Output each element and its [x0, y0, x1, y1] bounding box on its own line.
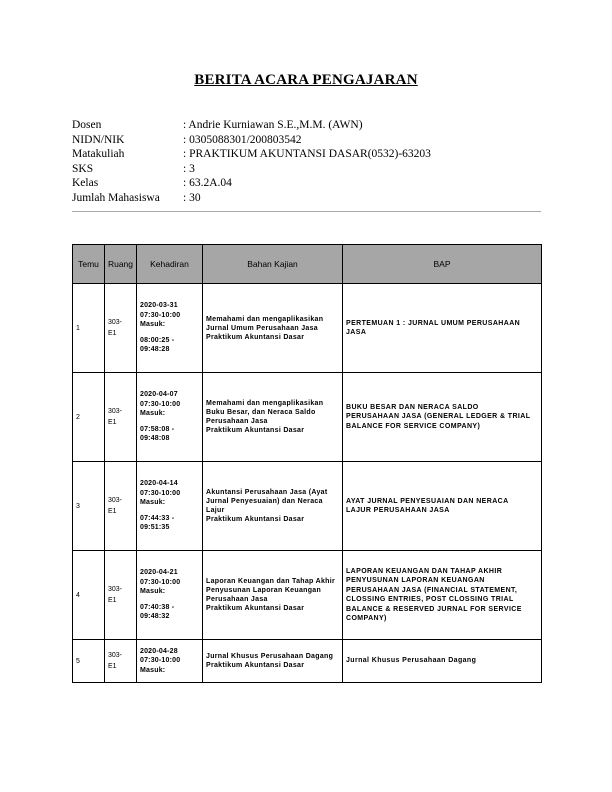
bap-line: BUKU BESAR DAN NERACA SALDO: [346, 403, 479, 411]
bap-line: PERUSAHAAN JASA (FINANCIAL STATEMENT,: [346, 586, 518, 594]
info-label: Jumlah Mahasiswa: [72, 191, 160, 204]
keluar-jam: 09:48:08: [140, 435, 170, 443]
info-row-nidn: [72, 133, 542, 148]
ruang-cell: [105, 462, 137, 551]
bap-cell: [343, 462, 542, 551]
kajian-line: Praktikum Akuntansi Dasar: [206, 605, 305, 612]
ruang-line: E1: [108, 597, 117, 604]
bap-cell: [343, 551, 542, 640]
temu-cell: 1: [73, 284, 105, 373]
ruang-line: 303-: [108, 586, 123, 593]
bap-line: PERUSAHAAN JASA (GENERAL LEDGER & TRIAL: [346, 413, 531, 421]
kehadiran-cell: [137, 551, 203, 640]
header-ruang: Ruang: [105, 245, 137, 284]
table-row: [73, 640, 542, 683]
masuk-jam: 08:00:25 -: [140, 336, 175, 344]
tanggal: 2020-03-31: [140, 302, 178, 310]
header-temu: Temu: [73, 245, 105, 284]
bahan-kajian-cell: [203, 640, 343, 683]
bap-line: LAPORAN KEUANGAN DAN TAHAP AKHIR: [346, 567, 503, 575]
kehadiran-cell: [137, 640, 203, 683]
kajian-line: Jurnal Umum Perusahaan Jasa: [206, 324, 318, 332]
masuk-jam: 07:44:33 -: [140, 514, 175, 522]
kajian-line: Perusahaan Jasa: [206, 418, 268, 425]
header-bahan-kajian: Bahan Kajian: [203, 245, 343, 284]
info-row-matakuliah: [72, 147, 542, 162]
info-label: NIDN/NIK: [72, 133, 125, 146]
kajian-line: Jurnal Penyesuaian) dan Neraca: [206, 498, 323, 505]
jam: 07:30-10:00: [140, 489, 181, 497]
kajian-line: Laporan Keuangan dan Tahap Akhir: [206, 578, 336, 585]
masuk-label: Masuk:: [140, 410, 166, 418]
kajian-line: Memahami dan mengaplikasikan: [206, 315, 324, 323]
bap-line: AYAT JURNAL PENYESUAIAN DAN NERACA: [346, 497, 509, 505]
ruang-line: E1: [108, 508, 117, 515]
ruang-line: E1: [108, 419, 117, 426]
masuk-label: Masuk:: [140, 588, 166, 596]
bap-cell: [343, 640, 542, 683]
kajian-line: Penyusunan Laporan Keuangan: [206, 587, 322, 594]
bap-line: PENYUSUNAN LAPORAN KEUANGAN: [346, 577, 485, 584]
ruang-line: E1: [108, 663, 117, 670]
tanggal: 2020-04-07: [140, 391, 178, 399]
ruang-cell: [105, 551, 137, 640]
jam: 07:30-10:00: [140, 311, 181, 319]
table-row: [73, 462, 542, 551]
info-row-kelas: [72, 176, 542, 191]
kehadiran-cell: [137, 373, 203, 462]
bap-line: PERTEMUAN 1 : JURNAL UMUM PERUSAHAAN: [346, 319, 521, 327]
bahan-kajian-cell: [203, 284, 343, 373]
jam: 07:30-10:00: [140, 400, 181, 408]
header-bap: BAP: [343, 245, 542, 284]
info-value: : Andrie Kurniawan S.E.,M.M. (AWN): [183, 119, 363, 131]
ruang-line: 303-: [108, 408, 123, 415]
kajian-line: Buku Besar, dan Neraca Saldo: [206, 409, 316, 416]
keluar-jam: 09:48:32: [140, 613, 170, 621]
tanggal: 2020-04-28: [140, 647, 178, 655]
kehadiran-cell: [137, 284, 203, 373]
attendance-table: [72, 244, 542, 683]
keluar-jam: 09:48:28: [140, 346, 170, 354]
kehadiran-cell: [137, 462, 203, 551]
ruang-cell: [105, 373, 137, 462]
kajian-line: Akuntansi Perusahaan Jasa (Ayat: [206, 489, 328, 496]
tanggal: 2020-04-21: [140, 569, 178, 577]
masuk-jam: 07:58:08 -: [140, 425, 175, 433]
kajian-line: Memahami dan mengaplikasikan: [206, 400, 324, 407]
ruang-line: 303-: [108, 497, 123, 504]
table-row: [73, 284, 542, 373]
kajian-line: Praktikum Akuntansi Dasar: [206, 427, 305, 434]
jam: 07:30-10:00: [140, 657, 181, 665]
info-label: SKS: [72, 162, 94, 175]
document-title: BERITA ACARA PENGAJARAN: [194, 72, 418, 88]
temu-cell: 3: [73, 462, 105, 551]
bap-line: BALANCE FOR SERVICE COMPANY): [346, 422, 481, 430]
info-value: : 3: [183, 162, 195, 175]
jam: 07:30-10:00: [140, 578, 181, 586]
bap-line: JASA: [346, 329, 367, 336]
ruang-line: 303-: [108, 652, 123, 659]
kajian-line: Praktikum Akuntansi Dasar: [206, 333, 305, 341]
temu-cell: 4: [73, 551, 105, 640]
ruang-line: 303-: [108, 319, 123, 326]
header-kehadiran: Kehadiran: [137, 245, 203, 284]
bap-cell: [343, 284, 542, 373]
ruang-cell: [105, 640, 137, 683]
bap-line: LAJUR PERUSAHAAN JASA: [346, 507, 450, 514]
info-value: : PRAKTIKUM AKUNTANSI DASAR(0532)-63203: [183, 148, 431, 161]
bap-line: BALANCE & RESERVED JURNAL FOR SERVICE: [346, 605, 522, 613]
info-value: : 0305088301/200803542: [183, 133, 302, 146]
temu-cell: 2: [73, 373, 105, 462]
bap-line: Jurnal Khusus Perusahaan Dagang: [346, 657, 477, 665]
bahan-kajian-cell: [203, 551, 343, 640]
info-label: Matakuliah: [72, 148, 125, 161]
masuk-label: Masuk:: [140, 666, 166, 674]
masuk-label: Masuk:: [140, 499, 166, 507]
ruang-line: E1: [108, 330, 117, 337]
info-row-sks: [72, 162, 542, 177]
kajian-line: Praktikum Akuntansi Dasar: [206, 516, 305, 523]
tanggal: 2020-04-14: [140, 480, 178, 488]
bahan-kajian-cell: [203, 462, 343, 551]
kajian-line: Lajur: [206, 507, 225, 514]
info-label: Dosen: [72, 119, 102, 131]
masuk-label: Masuk:: [140, 321, 166, 329]
course-info: [72, 118, 542, 206]
table-row: [73, 373, 542, 462]
info-row-jumlah-mahasiswa: [72, 191, 542, 206]
table-header-row: [73, 245, 542, 284]
info-value: : 63.2A.04: [183, 177, 232, 190]
info-row-dosen: [72, 118, 542, 133]
bap-line: CLOSSING ENTRIES, POST CLOSSING TRIAL: [346, 596, 514, 603]
info-label: Kelas: [72, 177, 99, 190]
bap-line: COMPANY): [346, 615, 387, 622]
temu-cell: 5: [73, 640, 105, 683]
kajian-line: Jurnal Khusus Perusahaan Dagang: [206, 653, 334, 660]
bap-cell: [343, 373, 542, 462]
kajian-line: Perusahaan Jasa: [206, 596, 268, 603]
ruang-cell: [105, 284, 137, 373]
keluar-jam: 09:51:35: [140, 524, 170, 532]
divider: [72, 211, 541, 212]
table-row: [73, 551, 542, 640]
bahan-kajian-cell: [203, 373, 343, 462]
info-value: : 30: [183, 191, 201, 204]
kajian-line: Praktikum Akuntansi Dasar: [206, 662, 305, 669]
masuk-jam: 07:40:38 -: [140, 603, 175, 611]
